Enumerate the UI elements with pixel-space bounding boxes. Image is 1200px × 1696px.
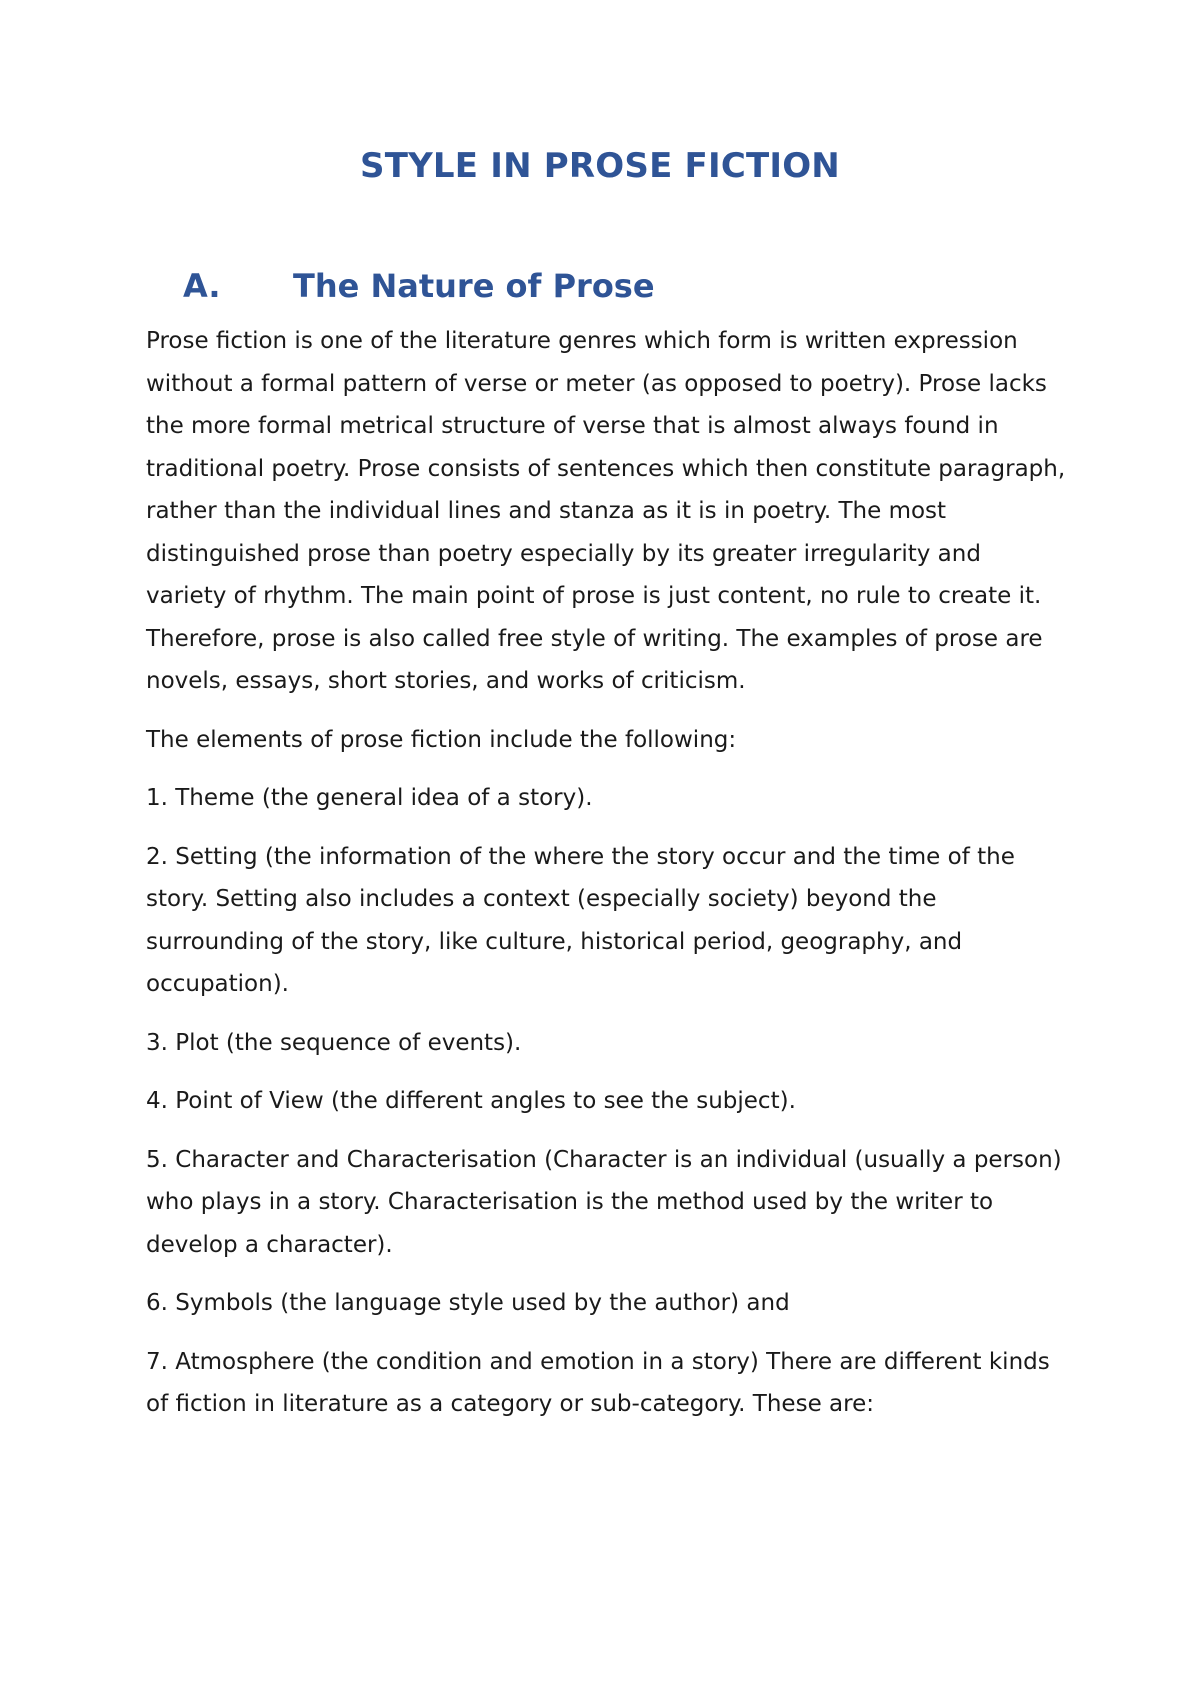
list-item-character: 5. Character and Characterisation (Character is an individual (usually a person) who plays in a story. Characterisation is the method used by the writer to develop a character).: [146, 1146, 1062, 1258]
list-item-plot: 3. Plot (the sequence of events).: [146, 1029, 522, 1056]
list-item-setting: 2. Setting (the information of the where the story occur and the time of the story. Setting also includes a context (especially society) beyond the surrounding of the story, like culture, historical period, geography, and occupation).: [146, 843, 1015, 997]
list-item-theme: 1. Theme (the general idea of a story).: [146, 785, 593, 811]
section-heading: [183, 266, 655, 306]
list-item-atmosphere: 7. Atmosphere (the condition and emotion in a story) There are different kinds of fiction in literature as a category or sub-category. These are:: [146, 1348, 1050, 1417]
intro-paragraph: Prose fiction is one of the literature genres which form is written expression without a formal pattern of verse or meter (as opposed to poetry). Prose lacks the more formal metrical structure of verse that is almost always found in traditional poetry. Prose consists of sentences which then constitute paragraph, rather than the individual lines and stanza as it is in poetry. The most distinguished prose than poetry especially by its greater irregularity and variety of rhythm. The main point of prose is just content, no rule to create it. Therefore, prose is also called free style of writing. The examples of prose are novels, essays, short stories, and works of criticism.: [146, 328, 1066, 694]
section-title: The Nature of Prose: [293, 267, 655, 305]
document-title: STYLE IN PROSE FICTION: [360, 146, 840, 186]
list-item-symbols: 6. Symbols (the language style used by the author) and: [146, 1290, 790, 1316]
body-text: [146, 320, 1066, 1442]
section-number: A.: [183, 267, 221, 305]
elements-intro: The elements of prose fiction include the following:: [146, 726, 737, 753]
list-item-point-of-view: 4. Point of View (the different angles to see the subject).: [146, 1088, 796, 1114]
